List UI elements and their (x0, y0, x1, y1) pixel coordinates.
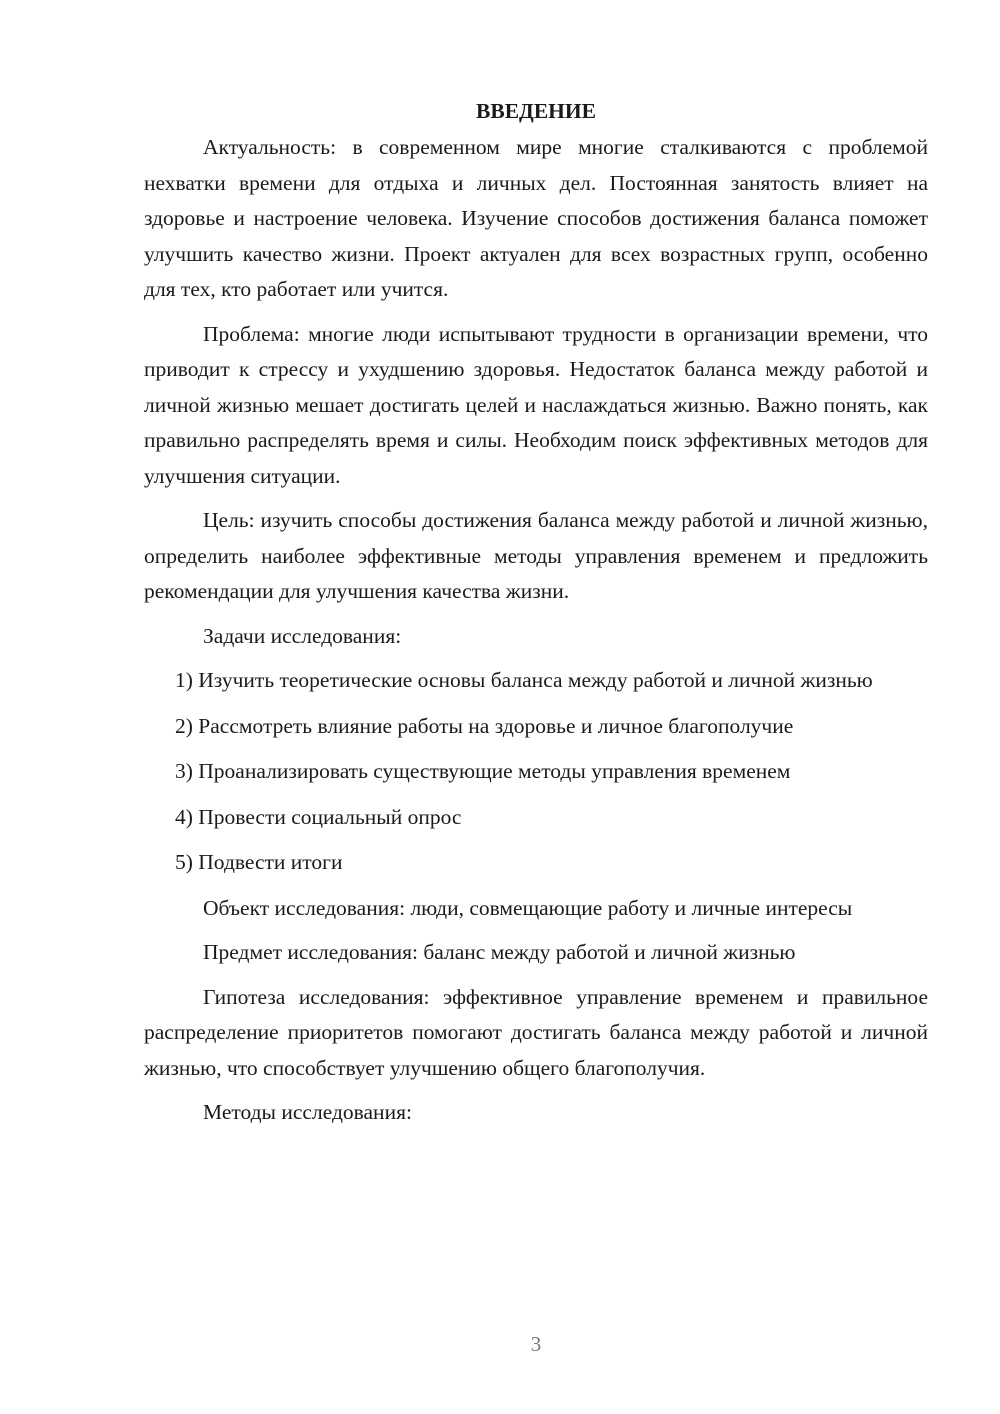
task-item-5: 5) Подвести итоги (175, 850, 343, 874)
paragraph-hypothesis: Гипотеза исследования: эффективное управление временем и правильное распределение приоритетов помогают достигать баланса между работой и личной жизнью, что способствует улучшению общего благополучия. (144, 984, 928, 1080)
tasks-list (144, 663, 928, 881)
paragraph-relevance: Актуальность: в современном мире многие сталкиваются с проблемой нехватки времени для отдыха и личных дел. Постоянная занятость влияет на здоровье и настроение человека. Изучение способов достижения баланса поможет улучшить качество жизни. Проект актуален для всех возрастных групп, особенно для тех, кто работает или учится. (144, 135, 928, 301)
task-item-1: 1) Изучить теоретические основы баланса между работой и личной жизнью (175, 668, 873, 692)
task-item-4: 4) Провести социальный опрос (175, 804, 462, 829)
task-item-3: 3) Проанализировать существующие методы управления временем (175, 759, 791, 783)
paragraph-methods: Методы исследования: (203, 1100, 412, 1124)
paragraph-object: Объект исследования: люди, совмещающие работу и личные интересы (203, 895, 853, 920)
paragraph-goal: Цель: изучить способы достижения баланса между работой и личной жизнью, определить наиболее эффективные методы управления временем и предложить рекомендации для улучшения качества жизни. (144, 508, 928, 603)
task-item-2: 2) Рассмотреть влияние работы на здоровье и личное благополучие (175, 713, 794, 738)
paragraph-problem: Проблема: многие люди испытывают трудности в организации времени, что приводит к стрессу и ухудшению здоровья. Недостаток баланса между работой и личной жизнью мешает достигать целей и наслаждаться жизнью. Важно понять, как правильно распределять время и силы. Необходим поиск эффективных методов для улучшения ситуации. (144, 321, 928, 488)
paragraph-subject: Предмет исследования: баланс между работой и личной жизнью (203, 940, 796, 964)
page-title: ВВЕДЕНИЕ (476, 99, 596, 123)
tasks-heading: Задачи исследования: (203, 623, 402, 648)
page-number: 3 (530, 1332, 542, 1356)
document-page (144, 94, 928, 1140)
